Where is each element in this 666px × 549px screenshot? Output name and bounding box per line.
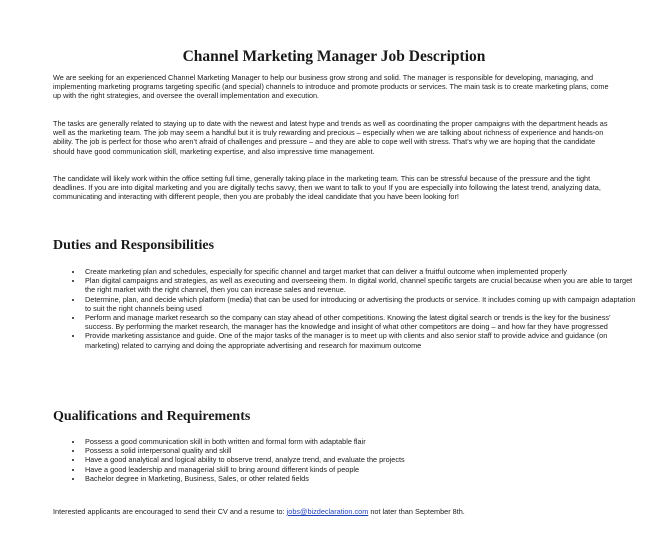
- list-item: • Determine, plan, and decide which platform (media) that can be used for introducing or advertising the products or service. It includes coming up with campaign adaptation to suit the right channels being used: [83, 295, 639, 313]
- qualifications-heading: Qualifications and Requirements: [53, 409, 251, 424]
- list-item: • Possess a good communication skill in both written and formal form with adaptable flair: [83, 437, 639, 446]
- list-item: • Perform and manage market research so the company can stay ahead of other competitions. Knowing the latest digital search or trends is the key for the business’ success. By performing the market research, the manager has the knowledge and insight of what other competitors are doing – and how far they have progressed: [83, 313, 639, 331]
- list-item: • Plan digital campaigns and strategies, as well as executing and overseeing them. In digital world, channel specific targets are crucial because when you are able to target the right market with the right channel, then you can increase sales and revenue.: [83, 276, 639, 294]
- list-item: • Bachelor degree in Marketing, Business, Sales, or other related fields: [83, 474, 639, 483]
- list-item: • Have a good analytical and logical ability to observe trend, analyze trend, and evaluate the projects: [83, 455, 639, 464]
- list-item: • Create marketing plan and schedules, especially for specific channel and target market that can deliver a fruitful outcome when implemented properly: [83, 267, 639, 276]
- list-item: • Have a good leadership and managerial skill to bring around different kinds of people: [83, 465, 639, 474]
- application-note-text: Interested applicants are encouraged to send their CV and a resume to:: [53, 507, 287, 516]
- list-item: • Provide marketing assistance and guide. One of the major tasks of the manager is to meet up with clients and also senior staff to provide advice and guidance (on marketing) related to carrying and doing the appropriate advertising and research for maximum outcome: [83, 331, 639, 349]
- duties-heading: Duties and Responsibilities: [53, 238, 215, 253]
- qualifications-list: [61, 437, 639, 483]
- intro-paragraph-1: We are seeking for an experienced Channel Marketing Manager to help our business grow strong and solid. The manager is responsible for developing, managing, and implementing marketing programs targeting specific (and special) channels to introduce and promote products or services. The main task is to create marketing plans, come up with the right strategies, and oversee the overall implementation and execution.: [53, 73, 609, 101]
- application-note-deadline: not later than September 8th.: [368, 507, 465, 516]
- email-link[interactable]: jobs@bizdeclaration.com: [286, 507, 369, 516]
- intro-paragraph-3: The candidate will likely work within the office setting full time, generally taking place in the marketing team. This can be stressful because of the pressure and the tight deadlines. If you are into digital marketing and you are digitally techs savvy, then we want to talk to you! If you are especially into following the latest trend, analyzing data, communicating and interacting with different people, then you are probably the ideal candidate that you have been looking for!: [53, 174, 601, 202]
- intro-paragraph-2: The tasks are generally related to staying up to date with the newest and latest hype and trends as well as coordinating the proper campaigns with the department heads as well as the marketing team. The job may seem a handful but it is truly rewarding and precious – especially when we are talking about richness of experience and hands-on ability. The job is perfect for those who aren’t afraid of challenges and pressure – and they are able to cope well with stress. That’s why we are hoping that the candidate should have good communication skill, marketing expertise, and also impressive time management.: [53, 119, 608, 156]
- application-note: [53, 507, 615, 516]
- duties-list: [61, 267, 639, 350]
- page-title: Channel Marketing Manager Job Description: [182, 48, 486, 65]
- list-item: • Possess a solid interpersonal quality and skill: [83, 446, 639, 455]
